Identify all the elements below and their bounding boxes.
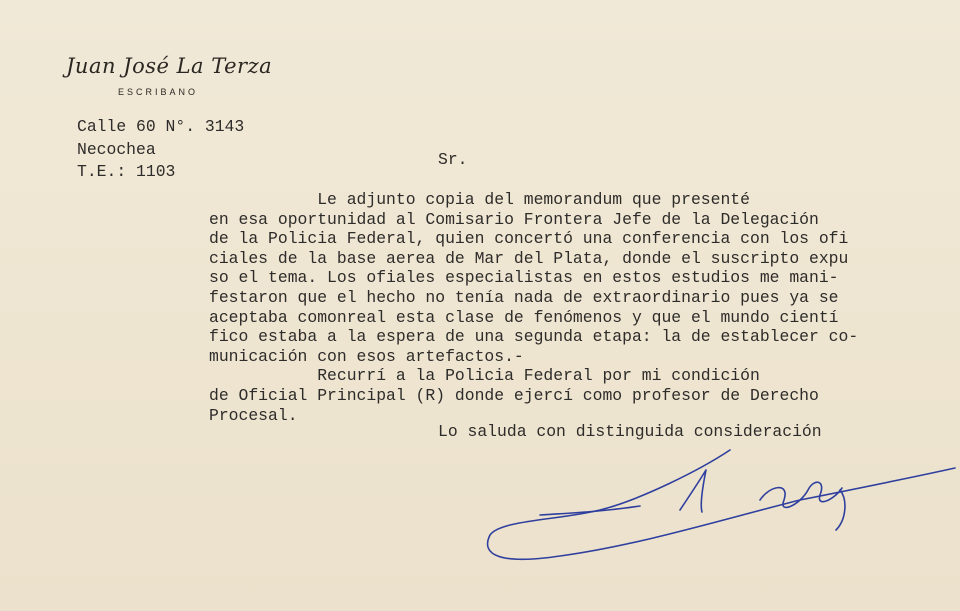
body-line: municación con esos artefactos.-: [209, 346, 524, 366]
body-line: festaron que el hecho no tenía nada de extraordinario pues ya se: [209, 287, 839, 307]
body-line: de la Policia Federal, quien concertó una conferencia con los ofi: [209, 229, 849, 249]
signature-flourish-stroke: [836, 490, 845, 530]
body-line: en esa oportunidad al Comisario Frontera Jefe de la Delegación: [209, 209, 819, 229]
address-city: Necochea: [77, 140, 156, 159]
body-line: fico estaba a la espera de una segunda etapa: la de establecer co-: [209, 327, 859, 347]
body-line: Recurrí a la Policia Federal por mi condición: [209, 366, 760, 386]
letterhead-name: Juan José La Terza: [66, 54, 273, 78]
closing-line: Lo saluda con distinguida consideración: [438, 422, 822, 441]
body-line: Procesal.: [209, 405, 298, 425]
signature-tail-stroke: [540, 506, 640, 515]
address-phone: T.E.: 1103: [77, 162, 176, 181]
body-line: aceptaba comonreal esta clase de fenómenos y que el mundo cientí: [209, 307, 839, 327]
body-line: ciales de la base aerea de Mar del Plata, donde el suscripto expu: [209, 248, 849, 268]
letterhead-title: ESCRIBANO: [118, 87, 199, 97]
body-line: de Oficial Principal (R) donde ejercí como profesor de Derecho: [209, 385, 819, 405]
address-street: Calle 60 N°. 3143: [77, 117, 245, 136]
body-line: Le adjunto copia del memorandum que presenté: [209, 190, 750, 209]
body-line: so el tema. Los ofiales especialistas en estos estudios me mani-: [209, 268, 839, 288]
signature-loop-stroke: [488, 450, 955, 559]
greeting: Sr.: [438, 150, 468, 169]
